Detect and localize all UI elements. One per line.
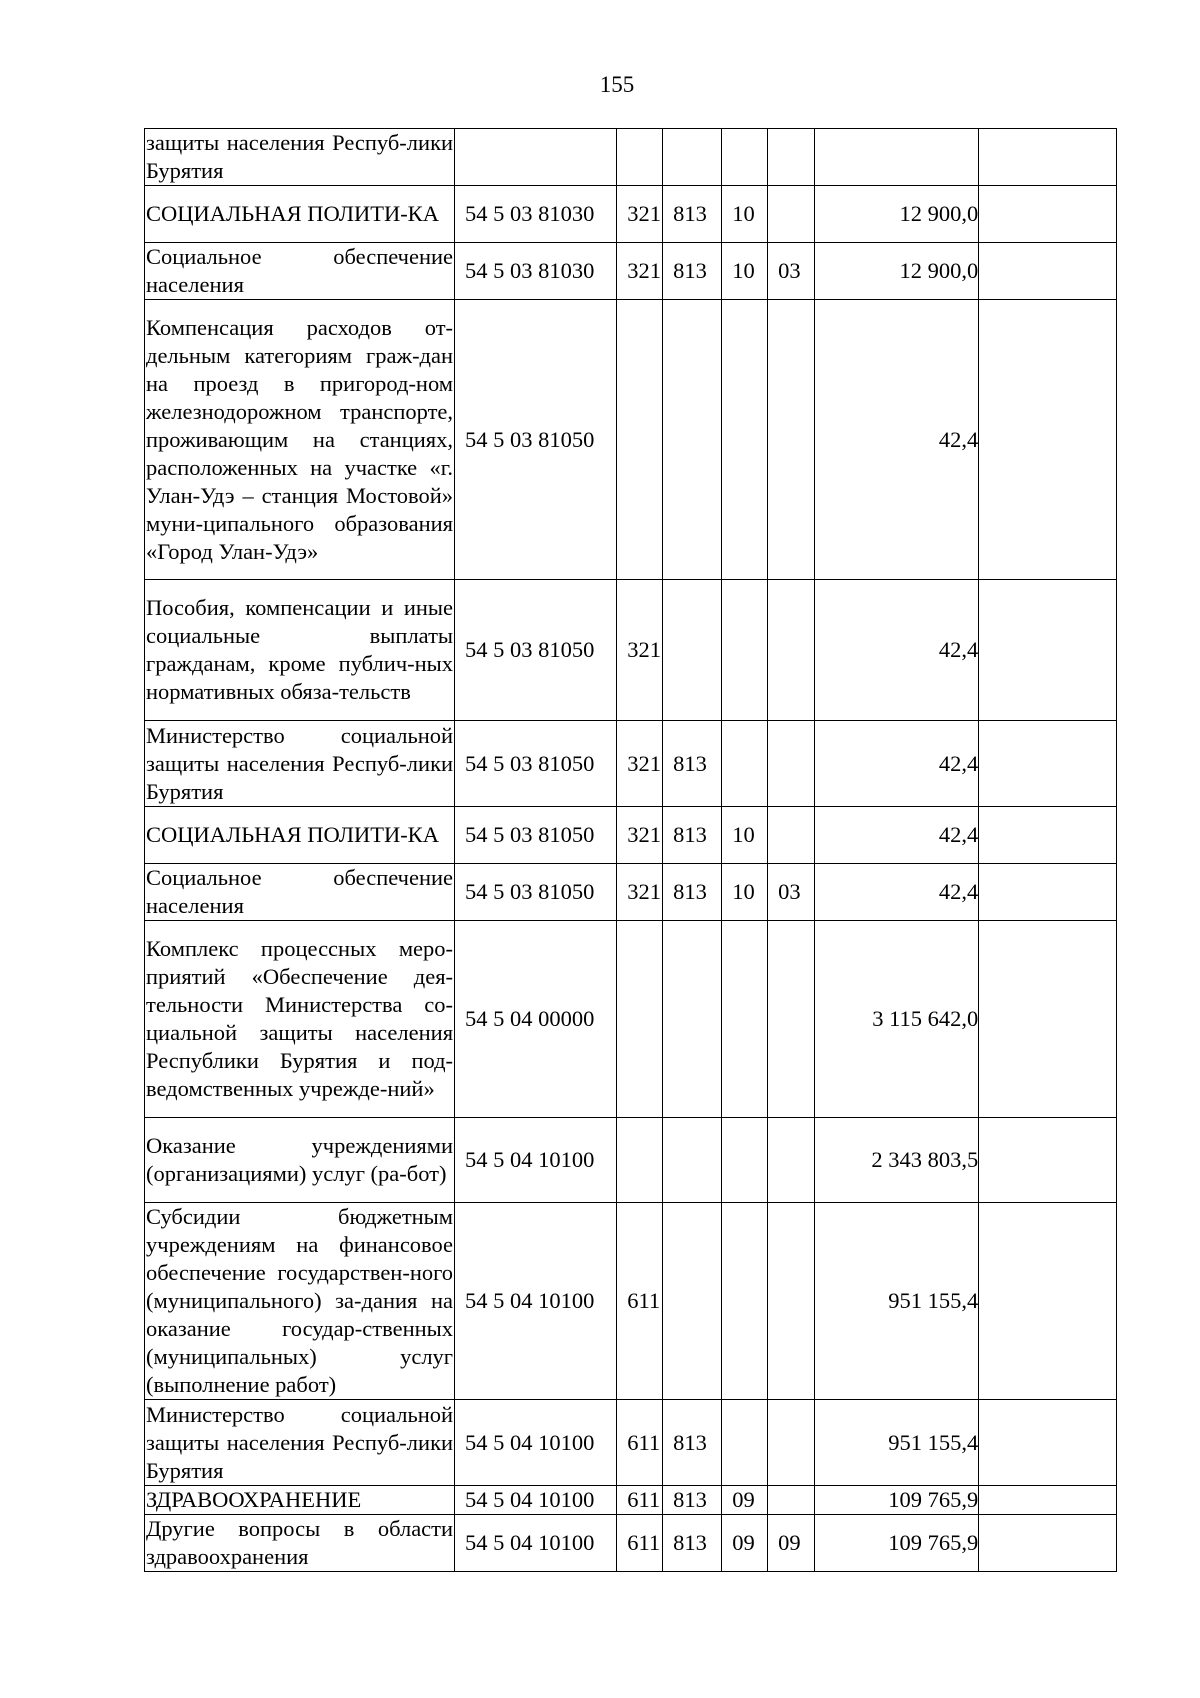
target-code-cell: 54 5 03 81050: [455, 864, 617, 921]
target-code-cell: 54 5 03 81030: [455, 186, 617, 243]
target-code-cell: 54 5 04 10100: [455, 1400, 617, 1486]
row-name-cell: Другие вопросы в области здравоохранения: [145, 1515, 455, 1572]
target-code-cell: 54 5 04 10100: [455, 1118, 617, 1203]
amount-cell: 42,4: [815, 580, 979, 721]
section-cell: [722, 721, 768, 807]
section-cell: 10: [722, 864, 768, 921]
amount-cell: 42,4: [815, 864, 979, 921]
section-cell: 10: [722, 243, 768, 300]
subsection-cell: [768, 580, 815, 721]
section-cell: [722, 1400, 768, 1486]
section-cell: 10: [722, 186, 768, 243]
table-row: [145, 864, 1117, 921]
row-name-cell: СОЦИАЛЬНАЯ ПОЛИТИ-КА: [145, 807, 455, 864]
section-cell: [722, 129, 768, 186]
subsection-cell: [768, 1400, 815, 1486]
subsection-cell: [768, 1486, 815, 1515]
empty-cell: [979, 721, 1117, 807]
row-name-cell: Компенсация расходов от-дельным категориям граж-дан на проезд в пригород-ном железнодорожном транспорте, проживающим на станциях, расположенных на участке «г. Улан-Удэ – станция Мостовой» муни-ципального образования «Город Улан-Удэ»: [145, 300, 455, 580]
row-name-cell: ЗДРАВООХРАНЕНИЕ: [145, 1486, 455, 1515]
target-code-cell: 54 5 04 10100: [455, 1203, 617, 1400]
section-cell: 09: [722, 1486, 768, 1515]
subsection-cell: 03: [768, 243, 815, 300]
expense-type-cell: 611: [617, 1203, 663, 1400]
ministry-code-cell: 813: [663, 721, 722, 807]
empty-cell: [979, 1400, 1117, 1486]
subsection-cell: [768, 300, 815, 580]
expense-type-cell: 321: [617, 186, 663, 243]
amount-cell: 951 155,4: [815, 1203, 979, 1400]
ministry-code-cell: [663, 580, 722, 721]
expense-type-cell: [617, 921, 663, 1118]
expense-type-cell: [617, 300, 663, 580]
table-row: [145, 1515, 1117, 1572]
amount-cell: 12 900,0: [815, 243, 979, 300]
page-number: 155: [599, 72, 635, 97]
subsection-cell: [768, 721, 815, 807]
row-name-cell: Министерство социальной защиты населения Респуб-лики Бурятия: [145, 1400, 455, 1486]
expense-type-cell: 321: [617, 864, 663, 921]
section-cell: [722, 1118, 768, 1203]
subsection-cell: 09: [768, 1515, 815, 1572]
subsection-cell: [768, 807, 815, 864]
row-name-cell: Оказание учреждениями (организациями) услуг (ра-бот): [145, 1118, 455, 1203]
table-row: [145, 580, 1117, 721]
target-code-cell: 54 5 03 81050: [455, 721, 617, 807]
expense-type-cell: 321: [617, 243, 663, 300]
ministry-code-cell: [663, 300, 722, 580]
section-cell: [722, 1203, 768, 1400]
section-cell: 09: [722, 1515, 768, 1572]
row-name-cell: Комплекс процессных меро-приятий «Обеспечение дея-тельности Министерства со-циальной защиты населения Республики Бурятия и под-ведомственных учрежде-ний»: [145, 921, 455, 1118]
budget-table: [144, 128, 1117, 1572]
expense-type-cell: [617, 1118, 663, 1203]
row-name-cell: Пособия, компенсации и иные социальные выплаты гражданам, кроме публич-ных нормативных обяза-тельств: [145, 580, 455, 721]
amount-cell: 12 900,0: [815, 186, 979, 243]
amount-cell: 109 765,9: [815, 1486, 979, 1515]
table-row: [145, 921, 1117, 1118]
expense-type-cell: 611: [617, 1400, 663, 1486]
section-cell: [722, 580, 768, 721]
amount-cell: 42,4: [815, 721, 979, 807]
row-name-cell: СОЦИАЛЬНАЯ ПОЛИТИ-КА: [145, 186, 455, 243]
section-cell: [722, 921, 768, 1118]
table-row: [145, 186, 1117, 243]
subsection-cell: [768, 921, 815, 1118]
empty-cell: [979, 243, 1117, 300]
amount-cell: 951 155,4: [815, 1400, 979, 1486]
amount-cell: 109 765,9: [815, 1515, 979, 1572]
subsection-cell: [768, 1203, 815, 1400]
expense-type-cell: [617, 129, 663, 186]
target-code-cell: 54 5 03 81050: [455, 300, 617, 580]
expense-type-cell: 321: [617, 807, 663, 864]
ministry-code-cell: 813: [663, 1515, 722, 1572]
ministry-code-cell: [663, 1203, 722, 1400]
target-code-cell: 54 5 03 81050: [455, 580, 617, 721]
row-name-cell: Министерство социальной защиты населения Респуб-лики Бурятия: [145, 721, 455, 807]
table-row: [145, 807, 1117, 864]
row-name-cell: защиты населения Респуб-лики Бурятия: [145, 129, 455, 186]
ministry-code-cell: 813: [663, 1400, 722, 1486]
ministry-code-cell: [663, 129, 722, 186]
expense-type-cell: 611: [617, 1515, 663, 1572]
empty-cell: [979, 129, 1117, 186]
empty-cell: [979, 1515, 1117, 1572]
ministry-code-cell: 813: [663, 243, 722, 300]
section-cell: 10: [722, 807, 768, 864]
ministry-code-cell: 813: [663, 1486, 722, 1515]
row-name-cell: Социальное обеспечение населения: [145, 243, 455, 300]
ministry-code-cell: 813: [663, 186, 722, 243]
target-code-cell: 54 5 04 10100: [455, 1515, 617, 1572]
empty-cell: [979, 186, 1117, 243]
table-row: [145, 1118, 1117, 1203]
table-row: [145, 300, 1117, 580]
amount-cell: 42,4: [815, 807, 979, 864]
empty-cell: [979, 300, 1117, 580]
section-cell: [722, 300, 768, 580]
ministry-code-cell: [663, 921, 722, 1118]
ministry-code-cell: 813: [663, 807, 722, 864]
table-row: [145, 1203, 1117, 1400]
table-row: [145, 1400, 1117, 1486]
table-row: [145, 129, 1117, 186]
empty-cell: [979, 1118, 1117, 1203]
amount-cell: 2 343 803,5: [815, 1118, 979, 1203]
ministry-code-cell: [663, 1118, 722, 1203]
empty-cell: [979, 921, 1117, 1118]
subsection-cell: 03: [768, 864, 815, 921]
subsection-cell: [768, 129, 815, 186]
empty-cell: [979, 1203, 1117, 1400]
ministry-code-cell: 813: [663, 864, 722, 921]
table-body: [145, 129, 1117, 1572]
target-code-cell: [455, 129, 617, 186]
expense-type-cell: 611: [617, 1486, 663, 1515]
table-row: [145, 1486, 1117, 1515]
row-name-cell: Социальное обеспечение населения: [145, 864, 455, 921]
empty-cell: [979, 580, 1117, 721]
target-code-cell: 54 5 03 81030: [455, 243, 617, 300]
row-name-cell: Субсидии бюджетным учреждениям на финансовое обеспечение государствен-ного (муниципального) за-дания на оказание государ-ственных (муниципальных) услуг (выполнение работ): [145, 1203, 455, 1400]
amount-cell: [815, 129, 979, 186]
expense-type-cell: 321: [617, 721, 663, 807]
subsection-cell: [768, 1118, 815, 1203]
table-row: [145, 721, 1117, 807]
amount-cell: 3 115 642,0: [815, 921, 979, 1118]
empty-cell: [979, 807, 1117, 864]
target-code-cell: 54 5 03 81050: [455, 807, 617, 864]
empty-cell: [979, 1486, 1117, 1515]
empty-cell: [979, 864, 1117, 921]
target-code-cell: 54 5 04 00000: [455, 921, 617, 1118]
target-code-cell: 54 5 04 10100: [455, 1486, 617, 1515]
amount-cell: 42,4: [815, 300, 979, 580]
table-row: [145, 243, 1117, 300]
expense-type-cell: 321: [617, 580, 663, 721]
subsection-cell: [768, 186, 815, 243]
